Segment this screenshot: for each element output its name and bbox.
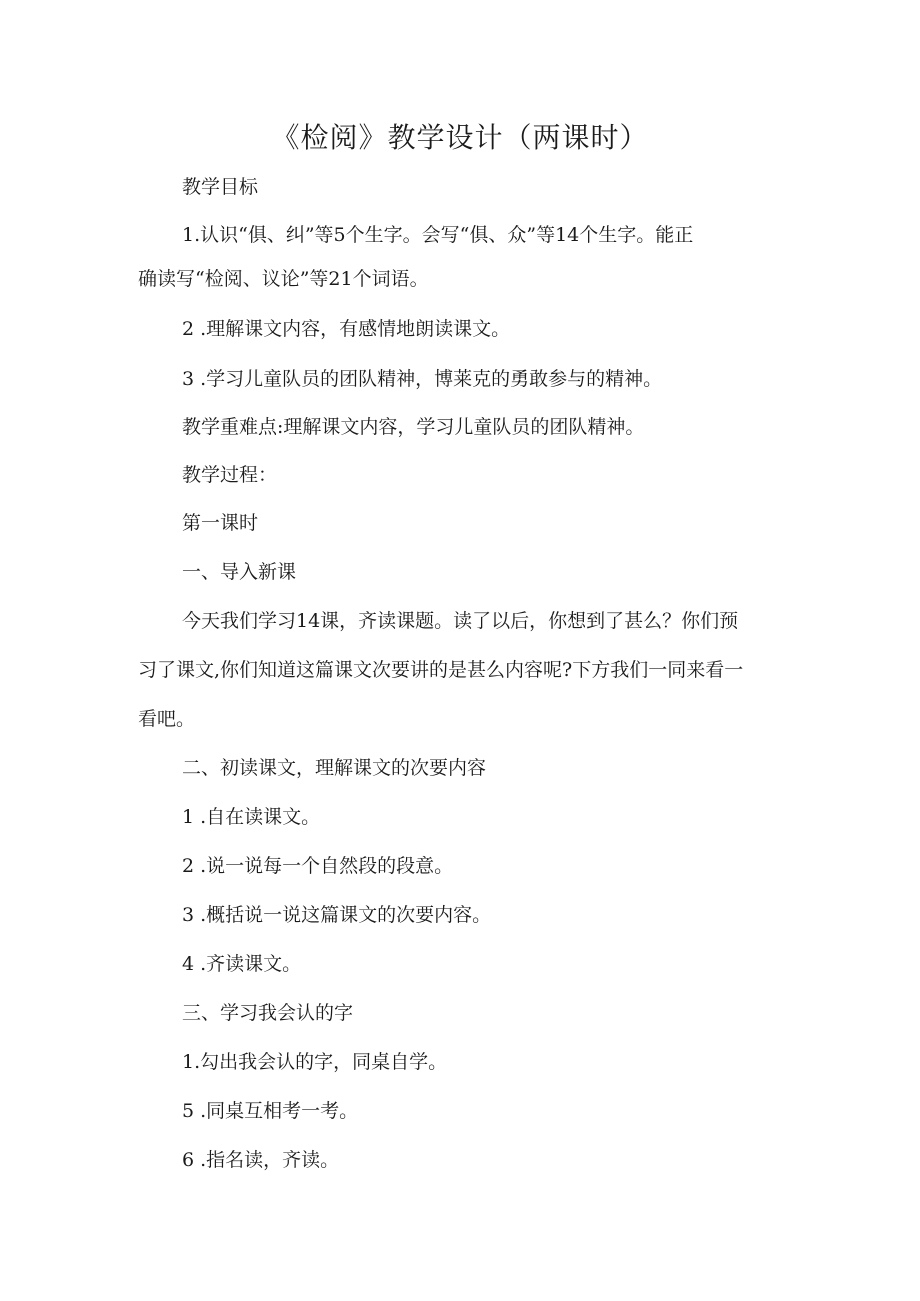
list-item: 1 .自在读课文。 bbox=[182, 806, 321, 828]
paragraph-line: 今天我们学习14课，齐读课题。读了以后，你想到了甚么？你们预 bbox=[182, 610, 739, 632]
list-item: 4 .齐读课文。 bbox=[182, 953, 302, 975]
section-heading-objectives: 教学目标 bbox=[182, 176, 259, 198]
document-title: 《检阅》教学设计（两课时） bbox=[271, 121, 649, 154]
paragraph-line: 3 .学习儿童队员的团队精神，博莱克的勇敢参与的精神。 bbox=[182, 368, 663, 390]
section-heading-process: 教学过程： bbox=[182, 464, 278, 486]
list-item: 3 .概括说一说这篇课文的次要内容。 bbox=[182, 904, 492, 926]
paragraph-line: 确读写“检阅、议论”等21个词语。 bbox=[138, 268, 429, 290]
paragraph-line: 习了课文,你们知道这篇课文次要讲的是甚么内容呢?下方我们一同来看一 bbox=[138, 659, 744, 681]
list-item: 2 .说一说每一个自然段的段意。 bbox=[182, 855, 454, 877]
paragraph-line: 2 .理解课文内容，有感情地朗读课文。 bbox=[182, 318, 511, 340]
section-heading: 一、导入新课 bbox=[182, 561, 297, 583]
list-item: 5 .同桌互相考一考。 bbox=[182, 1100, 359, 1122]
list-item: 6 .指名读，齐读。 bbox=[182, 1149, 340, 1171]
paragraph-line: 看吧。 bbox=[138, 708, 196, 730]
section-heading: 二、初读课文，理解课文的次要内容 bbox=[182, 757, 487, 779]
paragraph-line: 1.认识“俱、纠”等5个生字。会写“俱、众”等14个生字。能正 bbox=[182, 224, 694, 246]
paragraph-line: 教学重难点:理解课文内容，学习儿童队员的团队精神。 bbox=[182, 416, 645, 438]
lesson-heading: 第一课时 bbox=[182, 512, 259, 534]
section-heading: 三、学习我会认的字 bbox=[182, 1002, 354, 1024]
list-item: 1.勾出我会认的字，同桌自学。 bbox=[182, 1051, 448, 1073]
